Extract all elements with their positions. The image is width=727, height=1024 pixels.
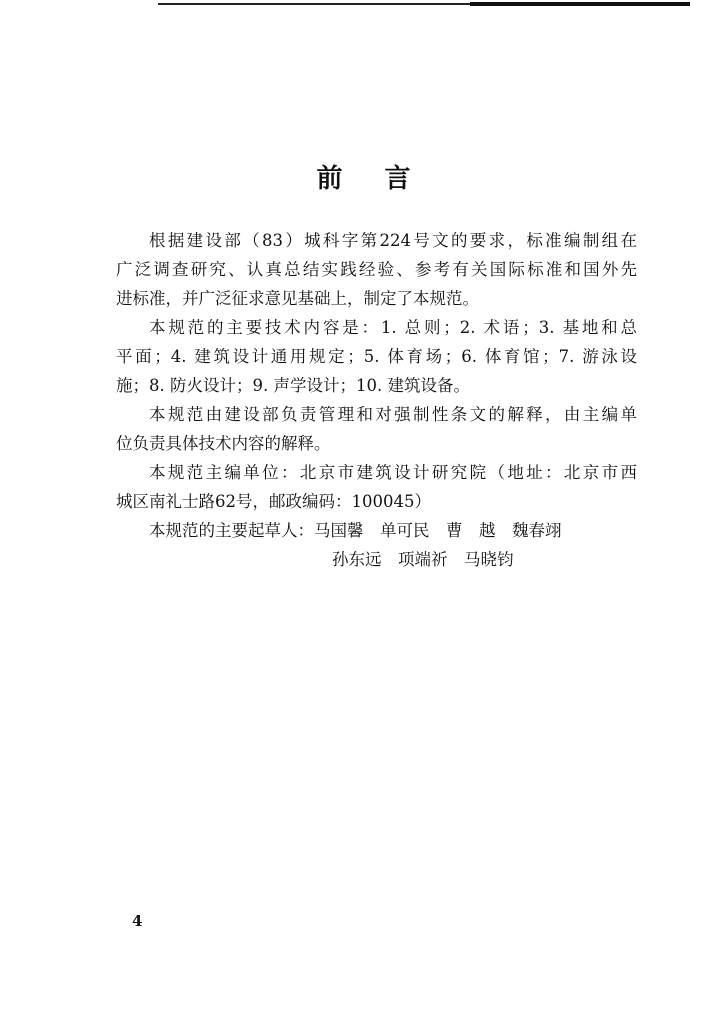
paragraph-4-line-2: 城区南礼士路62号，邮政编码：100045）: [116, 492, 431, 511]
paragraph-3-line-2: 位负责具体技术内容的解释。: [116, 434, 331, 453]
page-title: [0, 158, 727, 195]
paragraph-3-line-1: 本规范由建设部负责管理和对强制性条文的解释，由主编单: [149, 405, 637, 424]
paragraph-1-line-2: 广泛调查研究、认真总结实践经验、参考有关国际标准和国外先: [116, 260, 637, 279]
drafters-line-1: 本规范的主要起草人：马国馨 单可民 曹 越 魏春翊: [149, 521, 562, 540]
paragraph-1-line-3: 进标准，并广泛征求意见基础上，制定了本规范。: [116, 289, 479, 308]
paragraph-2-line-3: 施；8. 防火设计；9. 声学设计；10. 建筑设备。: [116, 376, 470, 395]
preface-body: [116, 226, 637, 574]
page-number: 4: [132, 912, 143, 930]
drafters-line-2: 孙东远 项端祈 马晓钧: [332, 550, 514, 569]
paragraph-1-line-1: 根据建设部（83）城科字第224号文的要求，标准编制组在: [149, 231, 637, 250]
title-char-1: 前: [316, 164, 343, 194]
title-char-2: 言: [384, 164, 411, 194]
paragraph-2-line-2: 平面；4. 建筑设计通用规定；5. 体育场；6. 体育馆；7. 游泳设: [116, 347, 637, 366]
paragraph-2-line-1: 本规范的主要技术内容是：1. 总则；2. 术语；3. 基地和总: [149, 318, 637, 337]
header-rule-thick: [470, 2, 690, 6]
paragraph-4-line-1: 本规范主编单位：北京市建筑设计研究院（地址：北京市西: [149, 463, 637, 482]
